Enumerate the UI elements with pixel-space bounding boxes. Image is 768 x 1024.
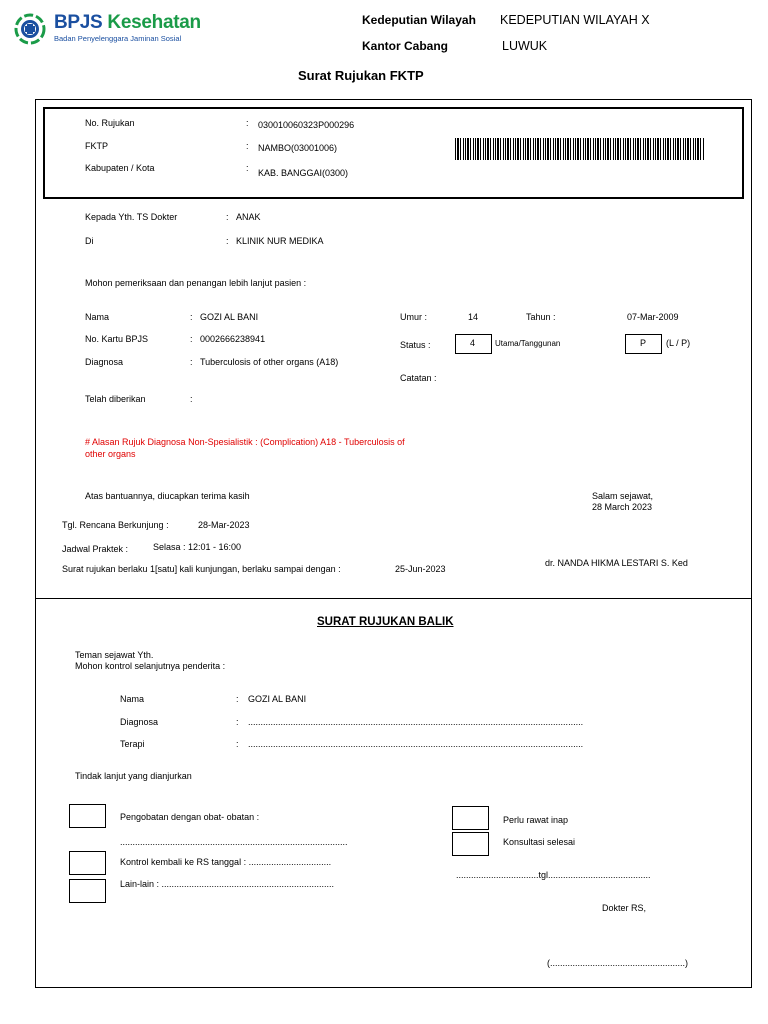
berlaku-value: 25-Jun-2023 — [395, 564, 446, 574]
tgl-line: .................................tgl......................................... — [456, 870, 651, 880]
umur-value: 14 — [468, 312, 479, 322]
thanks-text: Atas bantuannya, diucapkan terima kasih — [85, 491, 250, 501]
barcode — [455, 138, 705, 160]
kepada-value: ANAK — [236, 212, 261, 222]
balik-diagnosa-label: Diagnosa — [120, 717, 159, 727]
alasan-line1: # Alasan Rujuk Diagnosa Non-Spesialistik : (Complication) A18 - Tuberculosis of — [85, 437, 405, 447]
obat-label: Pengobatan dengan obat- obatan : — [120, 812, 260, 822]
kantor-value: LUWUK — [502, 39, 548, 53]
balik-terapi-colon: : — [236, 739, 239, 749]
jadwal-label: Jadwal Praktek : — [62, 544, 129, 554]
bpjs-logo — [14, 12, 201, 46]
fktp-colon: : — [246, 141, 249, 151]
dokter-rs-label: Dokter RS, — [602, 903, 647, 913]
no-rujukan-value: 030010060323P000296 — [258, 120, 355, 130]
bpjs-value: 0002666238941 — [200, 334, 266, 344]
rencana-value: 28-Mar-2023 — [198, 520, 250, 530]
doctor-name: dr. NANDA HIKMA LESTARI S. Ked — [545, 558, 688, 568]
obat-checkbox[interactable] — [69, 804, 106, 828]
page-title: Surat Rujukan FKTP — [298, 68, 424, 83]
no-rujukan-label: No. Rujukan — [85, 118, 135, 128]
no-rujukan-colon: : — [246, 118, 249, 128]
balik-nama-value: GOZI AL BANI — [248, 694, 307, 704]
balik-terapi-dots: ...................................................................................................................................... — [248, 739, 584, 749]
signature-line: (......................................................) — [547, 958, 689, 968]
balik-title: SURAT RUJUKAN BALIK — [317, 616, 454, 628]
di-value: KLINIK NUR MEDIKA — [236, 236, 324, 246]
kepada-label: Kepada Yth. TS Dokter — [85, 212, 178, 222]
rencana-label: Tgl. Rencana Berkunjung : — [62, 520, 169, 530]
balik-terapi-label: Terapi — [120, 739, 145, 749]
tahun-label: Tahun : — [526, 312, 556, 322]
outer-frame — [35, 99, 752, 988]
nama-value: GOZI AL BANI — [200, 312, 259, 322]
konsul-checkbox[interactable] — [452, 832, 489, 856]
brand-name-kesehatan: Kesehatan — [107, 12, 201, 33]
umur-label: Umur : — [400, 312, 427, 322]
bpjs-colon: : — [190, 334, 193, 344]
status-label: Status : — [400, 340, 431, 350]
utama-label: Utama/Tanggunan — [495, 339, 561, 348]
status-value: 4 — [470, 338, 476, 348]
brand-tagline: Badan Penyelenggara Jaminan Sosial — [54, 34, 182, 43]
nama-colon: : — [190, 312, 193, 322]
diberikan-colon: : — [190, 394, 193, 404]
rawat-checkbox[interactable] — [452, 806, 489, 830]
balik-diagnosa-colon: : — [236, 717, 239, 727]
catatan-label: Catatan : — [400, 373, 437, 383]
fktp-value: NAMBO(03001006) — [258, 143, 338, 153]
balik-diagnosa-dots: ...................................................................................................................................... — [248, 717, 584, 727]
kontrol-checkbox[interactable] — [69, 851, 106, 875]
teman-text: Teman sejawat Yth. — [75, 650, 154, 660]
kontrol-label: Kontrol kembali ke RS tanggal : ................................. — [120, 857, 332, 867]
diagnosa-value: Tuberculosis of other organs (A18) — [200, 357, 339, 367]
tahun-value: 07-Mar-2009 — [627, 312, 679, 322]
nama-label: Nama — [85, 312, 110, 322]
bpjs-logo-icon — [14, 13, 46, 45]
di-colon: : — [226, 236, 229, 246]
lain-label: Lain-lain : ..................................................................... — [120, 879, 335, 889]
lain-checkbox[interactable] — [69, 879, 106, 903]
balik-nama-colon: : — [236, 694, 239, 704]
di-label: Di — [85, 236, 94, 246]
diberikan-label: Telah diberikan — [85, 394, 146, 404]
kantor-label: Kantor Cabang — [362, 39, 449, 53]
rawat-label: Perlu rawat inap — [503, 815, 569, 825]
kepada-colon: : — [226, 212, 229, 222]
diagnosa-label: Diagnosa — [85, 357, 124, 367]
diagnosa-colon: : — [190, 357, 193, 367]
balik-nama-label: Nama — [120, 694, 145, 704]
sex-hint: (L / P) — [666, 338, 691, 348]
kabupaten-label: Kabupaten / Kota — [85, 163, 155, 173]
berlaku-text: Surat rujukan berlaku 1[satu] kali kunjungan, berlaku sampai dengan : — [62, 564, 341, 574]
kabupaten-value: KAB. BANGGAI(0300) — [258, 168, 349, 178]
salam-text: Salam sejawat, — [592, 491, 654, 501]
sex-value: P — [640, 338, 647, 348]
bpjs-label: No. Kartu BPJS — [85, 334, 149, 344]
obat-dots: ........................................................................................... — [120, 837, 348, 847]
jadwal-value: Selasa : 12:01 - 16:00 — [153, 542, 242, 552]
konsul-label: Konsultasi selesai — [503, 837, 576, 847]
alasan-line2: other organs — [85, 449, 136, 459]
request-text: Mohon pemeriksaan dan penangan lebih lanjut pasien : — [85, 278, 307, 288]
section-divider — [35, 598, 752, 599]
salam-date: 28 March 2023 — [592, 502, 653, 512]
tindak-text: Tindak lanjut yang dianjurkan — [75, 771, 192, 781]
kedeputian-label: Kedeputian Wilayah — [362, 13, 476, 27]
fktp-label: FKTP — [85, 141, 109, 151]
kabupaten-colon: : — [246, 163, 249, 173]
brand-name-bpjs: BPJS — [54, 12, 103, 33]
kedeputian-value: KEDEPUTIAN WILAYAH X — [500, 13, 650, 27]
mohon-text: Mohon kontrol selanjutnya penderita : — [75, 661, 226, 671]
